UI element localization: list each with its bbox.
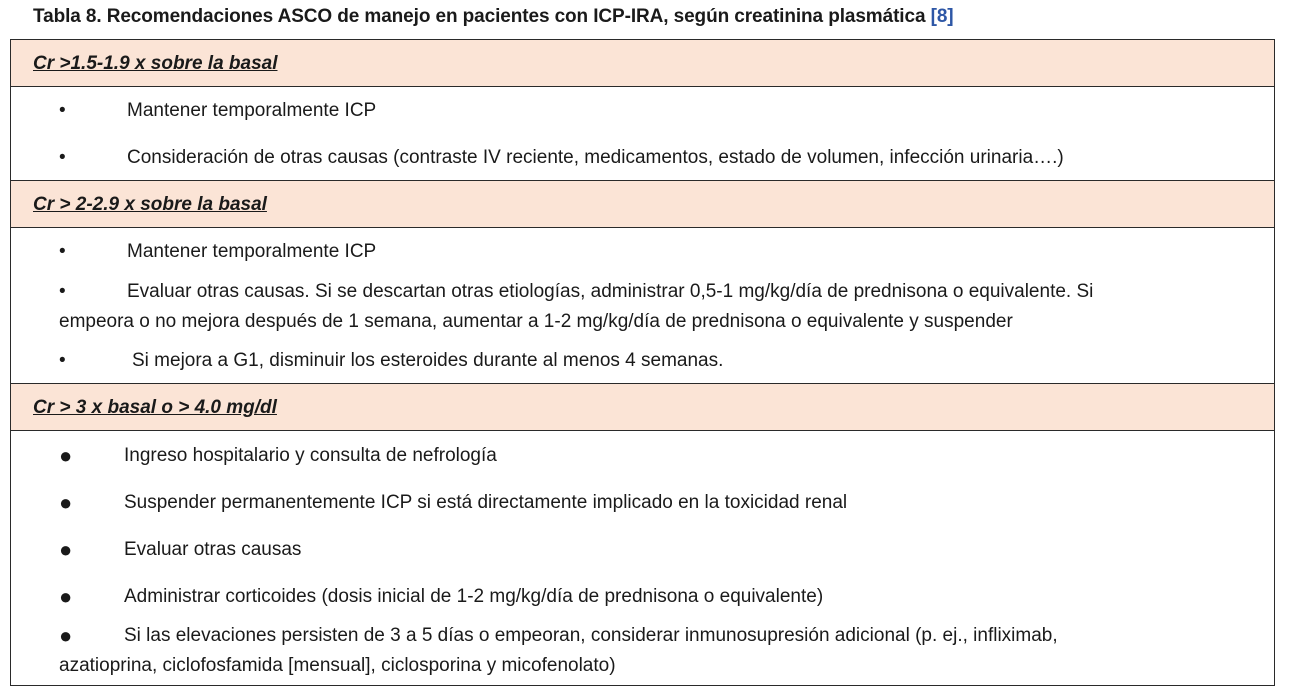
bullet: • (59, 100, 66, 121)
bullet: ● (59, 584, 73, 609)
list-item-continuation: empeora o no mejora después de 1 semana, aumentar a 1-2 mg/kg/día de prednisona o equivalente y suspender (59, 311, 1013, 332)
section-header-label: Cr >1.5-1.9 x sobre la basal (33, 53, 278, 74)
bullet: ● (59, 623, 73, 648)
bullet: • (59, 147, 66, 168)
list-item-text: Evaluar otras causas. Si se descartan otras etiologías, administrar 0,5-1 mg/kg/día de prednisona o equivalente. Si (127, 281, 1094, 302)
section-body-cr-2-2-9 (11, 228, 1274, 384)
bullet: ● (59, 443, 73, 468)
bullet: • (59, 281, 66, 302)
section-body-cr-3-basal (11, 431, 1274, 686)
section-body-cr-1-5-1-9 (11, 87, 1274, 181)
list-item-continuation: azatioprina, ciclofosfamida [mensual], ciclosporina y micofenolato) (59, 655, 616, 676)
list-item-text: Si las elevaciones persisten de 3 a 5 días o empeoran, considerar inmunosupresión adicional (p. ej., infliximab, (124, 625, 1058, 646)
table-caption (33, 6, 954, 28)
list-item-text: Ingreso hospitalario y consulta de nefrología (124, 445, 497, 466)
list-item-text: Mantener temporalmente ICP (127, 100, 377, 121)
section-header-cr-2-2-9 (11, 181, 1274, 228)
list-item-text: Suspender permanentemente ICP si está directamente implicado en la toxicidad renal (124, 492, 848, 513)
bullet: • (59, 350, 66, 371)
bullet: ● (59, 537, 73, 562)
caption-reference-link[interactable]: [8] (930, 6, 954, 27)
list-item-text: Evaluar otras causas (124, 539, 302, 560)
section-header-cr-1-5-1-9 (11, 40, 1274, 87)
list-item-text: Mantener temporalmente ICP (127, 241, 377, 262)
caption-text: Tabla 8. Recomendaciones ASCO de manejo en pacientes con ICP-IRA, según creatinina plasmática (33, 6, 926, 27)
bullet: • (59, 241, 66, 262)
list-item-text: Si mejora a G1, disminuir los esteroides durante al menos 4 semanas. (132, 350, 724, 371)
recommendations-table (10, 39, 1275, 686)
list-item-text: Consideración de otras causas (contraste IV reciente, medicamentos, estado de volumen, infección urinaria….) (127, 147, 1064, 168)
section-header-label: Cr > 2-2.9 x sobre la basal (33, 194, 267, 215)
list-item-text: Administrar corticoides (dosis inicial de 1-2 mg/kg/día de prednisona o equivalente) (124, 586, 824, 607)
section-header-cr-3-basal (11, 384, 1274, 431)
section-header-label: Cr > 3 x basal o > 4.0 mg/dl (33, 397, 277, 418)
bullet: ● (59, 490, 73, 515)
